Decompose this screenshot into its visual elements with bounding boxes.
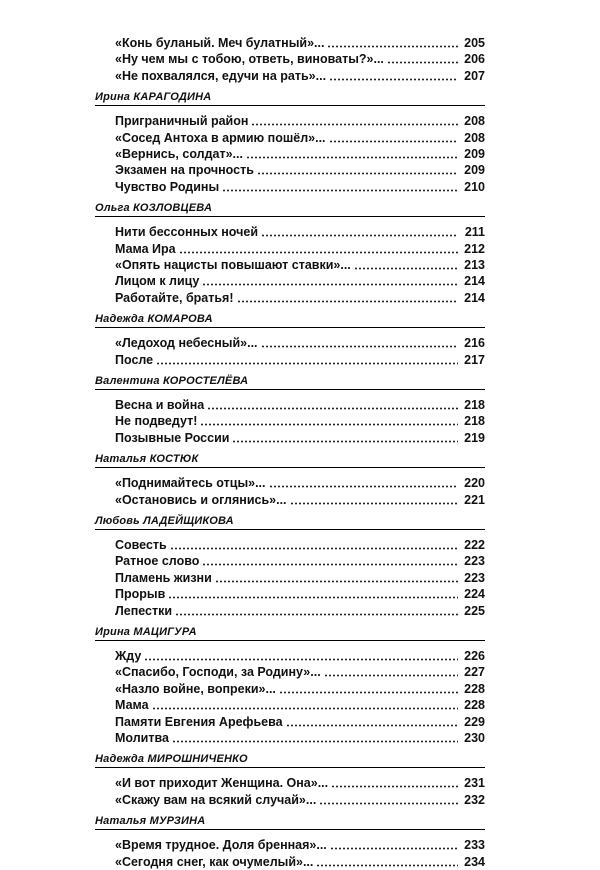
author-heading: [95, 313, 485, 328]
entry-page-number: 231: [464, 776, 485, 791]
toc-entry[interactable]: [115, 554, 485, 569]
author-surname: КОРОСТЕЛЁВА: [162, 375, 249, 387]
toc-entry[interactable]: [115, 242, 485, 257]
dot-leader: [156, 362, 458, 365]
author-heading: [95, 753, 485, 768]
entry-title: «Вернись, солдат»...: [115, 147, 243, 161]
toc-entry[interactable]: [115, 114, 485, 129]
entry-title: Совесть: [115, 538, 167, 552]
toc-entry[interactable]: [115, 353, 485, 368]
dot-leader: [215, 580, 458, 583]
author-first-name: Наталья: [95, 815, 150, 828]
entry-title: «Время трудное. Доля бренная»...: [115, 838, 327, 853]
entry-title: «Ну чем мы с тобою, ответь, виноваты?»...: [115, 52, 384, 67]
entry-page-number: 220: [464, 476, 485, 491]
entry-page-number: 209: [464, 147, 485, 161]
dot-leader: [261, 234, 458, 237]
dot-leader: [257, 172, 458, 175]
author-first-name: Ольга: [95, 202, 134, 215]
entry-page-number: 229: [464, 714, 485, 729]
entry-title: Лицом к лицу: [115, 274, 200, 289]
entry-page-number: 225: [464, 603, 485, 618]
dot-leader: [330, 847, 458, 850]
entry-title: Работайте, братья!: [115, 290, 234, 305]
toc-entry[interactable]: [115, 147, 485, 162]
toc-entry[interactable]: [115, 180, 485, 195]
entry-page-number: 218: [464, 414, 485, 429]
toc-entry[interactable]: [115, 476, 485, 491]
dot-leader: [222, 189, 458, 192]
dot-leader: [152, 707, 458, 710]
entry-page-number: 216: [464, 336, 485, 351]
author-surname: КОМАРОВА: [147, 313, 213, 326]
author-heading: [95, 202, 485, 217]
dot-leader: [329, 140, 458, 143]
toc-entry[interactable]: [115, 336, 485, 351]
entry-title: Жду: [115, 649, 142, 663]
entry-page-number: 210: [464, 179, 485, 194]
entry-title: «Назло войне, вопреки»...: [115, 681, 276, 696]
toc-entry[interactable]: [115, 131, 485, 146]
entry-page-number: 234: [464, 854, 485, 869]
dot-leader: [269, 485, 459, 488]
entry-title: «Сегодня снег, как очумелый»...: [115, 854, 314, 869]
toc-entry[interactable]: [115, 776, 485, 791]
entry-title: «И вот приходит Женщина. Она»...: [115, 776, 329, 791]
toc-entry[interactable]: [115, 225, 485, 240]
entry-title: Чувство Родины: [115, 179, 220, 194]
dot-leader: [316, 864, 458, 867]
toc-entry[interactable]: [115, 698, 485, 713]
toc-entry[interactable]: [115, 665, 485, 680]
entry-page-number: 212: [464, 241, 485, 256]
entry-page-number: 228: [464, 698, 485, 713]
entry-page-number: 211: [464, 225, 485, 240]
toc-entry[interactable]: [115, 398, 485, 413]
toc-entry[interactable]: [115, 431, 485, 446]
entry-page-number: 227: [464, 665, 485, 680]
dot-leader: [200, 423, 458, 426]
entry-title: «Ледоход небесный»...: [115, 336, 258, 351]
author-heading: [95, 515, 485, 530]
entry-page-number: 223: [464, 554, 485, 569]
entry-page-number: 224: [464, 587, 485, 602]
toc-entry[interactable]: [115, 36, 485, 51]
entry-title: Весна и война: [115, 398, 205, 412]
toc-entry[interactable]: [115, 571, 485, 586]
entry-page-number: 209: [464, 163, 485, 178]
entry-page-number: 206: [464, 52, 485, 67]
entry-title: «Поднимайтесь отцы»...: [115, 476, 266, 491]
toc-entry[interactable]: [115, 52, 485, 67]
entry-page-number: 226: [464, 649, 485, 663]
dot-leader: [324, 674, 458, 677]
dot-leader: [232, 440, 458, 443]
dot-leader: [175, 613, 458, 616]
entry-page-number: 213: [464, 258, 485, 272]
dot-leader: [354, 267, 458, 270]
entry-page-number: 221: [464, 492, 485, 507]
entry-title: «Опять нацисты повышают ставки»...: [115, 258, 351, 272]
author-heading: [95, 453, 485, 468]
entry-title: Молитва: [115, 731, 169, 745]
entry-title: Нити бессонных ночей: [115, 225, 259, 240]
dot-leader: [290, 502, 458, 505]
dot-leader: [251, 123, 458, 126]
entry-page-number: 207: [464, 68, 485, 83]
author-heading: [95, 91, 485, 106]
entry-page-number: 208: [464, 130, 485, 145]
toc-entry[interactable]: [115, 604, 485, 619]
toc-entry[interactable]: [115, 414, 485, 429]
author-heading: [95, 626, 485, 641]
author-surname: КАРАГОДИНА: [133, 91, 212, 104]
dot-leader: [179, 251, 458, 254]
toc-entry[interactable]: [115, 731, 485, 746]
dot-leader: [207, 407, 458, 410]
entry-title: Памяти Евгения Арефьева: [115, 714, 283, 729]
entry-title: Не подведут!: [115, 414, 198, 429]
author-first-name: Ирина: [95, 91, 134, 104]
author-first-name: Валентина: [95, 375, 163, 387]
entry-title: Приграничный район: [115, 114, 249, 129]
dot-leader: [170, 547, 458, 550]
dot-leader: [279, 691, 458, 694]
entry-page-number: 217: [464, 352, 485, 367]
dot-leader: [319, 802, 458, 805]
entry-page-number: 208: [464, 114, 485, 129]
author-first-name: Наталья: [95, 453, 150, 466]
toc-entry[interactable]: [115, 493, 485, 508]
author-surname: ЛАДЕЙЩИКОВА: [143, 515, 234, 527]
author-surname: МУРЗИНА: [149, 815, 206, 828]
entry-title: «Сосед Антоха в армию пошёл»...: [115, 130, 326, 145]
dot-leader: [168, 596, 458, 599]
entry-title: Пламень жизни: [115, 570, 212, 585]
toc-entry[interactable]: [115, 838, 485, 853]
entry-page-number: 214: [464, 274, 485, 289]
entry-title: «Остановись и оглянись»...: [115, 492, 287, 507]
author-first-name: Надежда: [95, 313, 148, 326]
entry-page-number: 218: [464, 398, 485, 412]
toc-entry[interactable]: [115, 163, 485, 178]
toc-entry[interactable]: [115, 274, 485, 289]
entry-title: Ратное слово: [115, 554, 200, 569]
entry-title: После: [115, 352, 154, 367]
author-heading: [95, 815, 485, 830]
dot-leader: [286, 724, 458, 727]
dot-leader: [331, 785, 458, 788]
entry-page-number: 219: [464, 430, 485, 445]
dot-leader: [246, 156, 458, 159]
entry-page-number: 230: [464, 731, 485, 745]
entry-page-number: 223: [464, 570, 485, 585]
author-surname: МИРОШНИЧЕНКО: [147, 753, 248, 766]
entry-page-number: 228: [464, 681, 485, 696]
toc-entry[interactable]: [115, 69, 485, 84]
entry-page-number: 205: [464, 36, 485, 50]
dot-leader: [261, 345, 458, 348]
author-first-name: Надежда: [95, 753, 148, 766]
author-surname: КОСТЮК: [149, 453, 199, 466]
toc-entry[interactable]: [115, 793, 485, 808]
entry-title: Мама Ира: [115, 241, 176, 256]
author-heading: [95, 375, 485, 390]
toc-entry[interactable]: [115, 538, 485, 553]
entry-page-number: 232: [464, 792, 485, 807]
entry-title: Лепестки: [115, 603, 173, 618]
toc-entry[interactable]: [115, 291, 485, 306]
dot-leader: [329, 78, 458, 81]
author-surname: МАЦИГУРА: [133, 626, 197, 638]
entry-title: «Спасибо, Господи, за Родину»...: [115, 665, 321, 680]
entry-page-number: 214: [464, 290, 485, 305]
author-first-name: Ирина: [95, 626, 134, 638]
toc-entry[interactable]: [115, 649, 485, 664]
toc-entry[interactable]: [115, 587, 485, 602]
dot-leader: [144, 658, 458, 661]
author-first-name: Любовь: [95, 515, 144, 527]
entry-title: Мама: [115, 698, 149, 713]
dot-leader: [237, 300, 458, 303]
entry-title: «Скажу вам на всякий случай»...: [115, 792, 317, 807]
dot-leader: [387, 61, 458, 64]
toc-entry[interactable]: [115, 258, 485, 273]
dot-leader: [202, 563, 458, 566]
entry-page-number: 233: [464, 838, 485, 853]
dot-leader: [327, 45, 458, 48]
toc-entry[interactable]: [115, 855, 485, 870]
entry-page-number: 222: [464, 538, 485, 552]
author-surname: КОЗЛОВЦЕВА: [133, 202, 213, 215]
toc-entry[interactable]: [115, 682, 485, 697]
dot-leader: [172, 740, 458, 743]
dot-leader: [202, 283, 458, 286]
entry-title: Прорыв: [115, 587, 166, 602]
entry-title: Экзамен на прочность: [115, 163, 254, 178]
toc-entry[interactable]: [115, 715, 485, 730]
entry-title: Позывные России: [115, 430, 230, 445]
entry-title: «Конь буланый. Меч булатный»...: [115, 36, 325, 50]
entry-title: «Не похвалялся, едучи на рать»...: [115, 68, 327, 83]
